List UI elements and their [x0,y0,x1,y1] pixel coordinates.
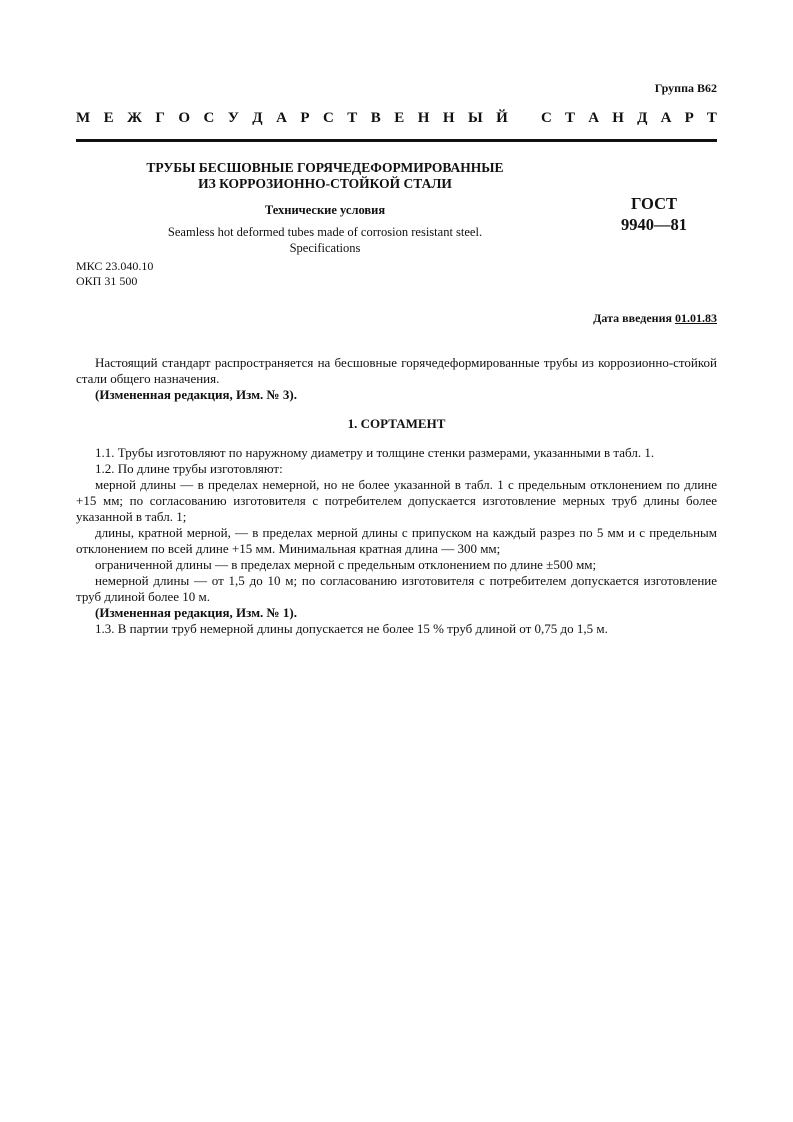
heading-letter: Т [565,110,576,126]
heading-letter: В [370,110,381,126]
heading-letter: С [203,110,215,126]
heading-letter: Ы [467,110,483,126]
group-code: Группа В62 [654,81,717,95]
section-1-heading: 1. СОРТАМЕНТ [347,416,446,431]
heading-letter: Т [706,110,717,126]
heading-letter: А [276,110,287,126]
intro-date-label: Дата введения [593,311,672,325]
heading-letter: Е [103,110,114,126]
heading-letter: Р [684,110,694,126]
introduction-date [593,311,717,326]
heading-letter: Ж [127,110,142,126]
english-title-line-1: Seamless hot deformed tubes made of corrosion resistant steel. [167,225,483,239]
intro-paragraph: Настоящий стандарт распространяется на бесшовные горячедеформированные трубы из коррозионно-стойкой стали общего назначения. [76,355,717,386]
clause-1-1: 1.1. Трубы изготовляют по наружному диаметру и толщине стенки размерами, указанными в табл. 1. [95,445,655,460]
standard-word-standard [541,110,717,127]
document-body [76,355,717,637]
clause-1-3: 1.3. В партии труб немерной длины допускается не более 15 % труб длиной от 0,75 до 1,5 м. [95,621,608,636]
intro-date-value: 01.01.83 [675,311,717,325]
document-title-block [120,160,530,256]
clause-1-2-random-length: немерной длины — от 1,5 до 10 м; по согласованию изготовителя с потребителем допускается изготовление труб длиной более 10 м. [76,573,717,604]
clause-1-2-limited-length: ограниченной длины — в пределах мерной с предельным отклонением по длине ±500 мм; [95,557,597,572]
heading-letter: С [541,110,552,126]
document-subtitle: Технические условия [264,203,386,217]
heading-letter: А [660,110,672,126]
english-title-line-2: Specifications [289,241,361,255]
mks-code: МКС 23.040.10 [76,259,154,273]
heading-letter: Н [417,110,430,126]
heading-letter: Е [394,110,405,126]
standard-word-interstate [76,110,508,127]
intro-amendment-note: (Измененная редакция, Изм. № 3). [95,387,297,402]
heading-letter: Н [442,110,455,126]
heading-letter: Т [347,110,358,126]
heading-letter: О [178,110,191,126]
heading-letter: Д [252,110,263,126]
clause-1-2: 1.2. По длине трубы изготовляют: [95,461,283,476]
clause-1-2-amendment-note: (Измененная редакция, Изм. № 1). [95,605,297,620]
heading-letter: Р [300,110,310,126]
heading-letter: Г [155,110,165,126]
standard-type-title [76,110,717,127]
heading-letter: Н [612,110,624,126]
title-line-1: ТРУБЫ БЕСШОВНЫЕ ГОРЯЧЕДЕФОРМИРОВАННЫЕ [146,160,504,175]
heading-letter: М [76,110,91,126]
gost-label: ГОСТ [630,194,678,213]
document-title [120,160,530,192]
classification-codes [76,259,153,289]
clause-1-2-measured-length: мерной длины — в пределах немерной, но не более указанной в табл. 1 с предельным отклонением по длине +15 мм; по согласованию изготовителя с потребителем допускается изготовление мерных труб длины более указанной в табл. 1; [76,477,717,524]
english-title [120,224,530,256]
title-line-2: ИЗ КОРРОЗИОННО-СТОЙКОЙ СТАЛИ [198,176,452,191]
clause-1-2-multiple-length: длины, кратной мерной, — в пределах мерной длины с припуском на каждый разрез по 5 мм и с предельным отклонением по всей длине +15 мм. Минимальная кратная длина — 300 мм; [76,525,717,556]
heading-letter: У [227,110,239,126]
okp-code: ОКП 31 500 [76,274,138,288]
gost-designation [612,193,696,235]
header-divider [76,139,717,142]
heading-letter: Д [637,110,648,126]
heading-letter: А [588,110,600,126]
heading-letter: Й [496,110,508,126]
heading-letter: С [322,110,334,126]
gost-number: 9940—81 [621,215,687,234]
